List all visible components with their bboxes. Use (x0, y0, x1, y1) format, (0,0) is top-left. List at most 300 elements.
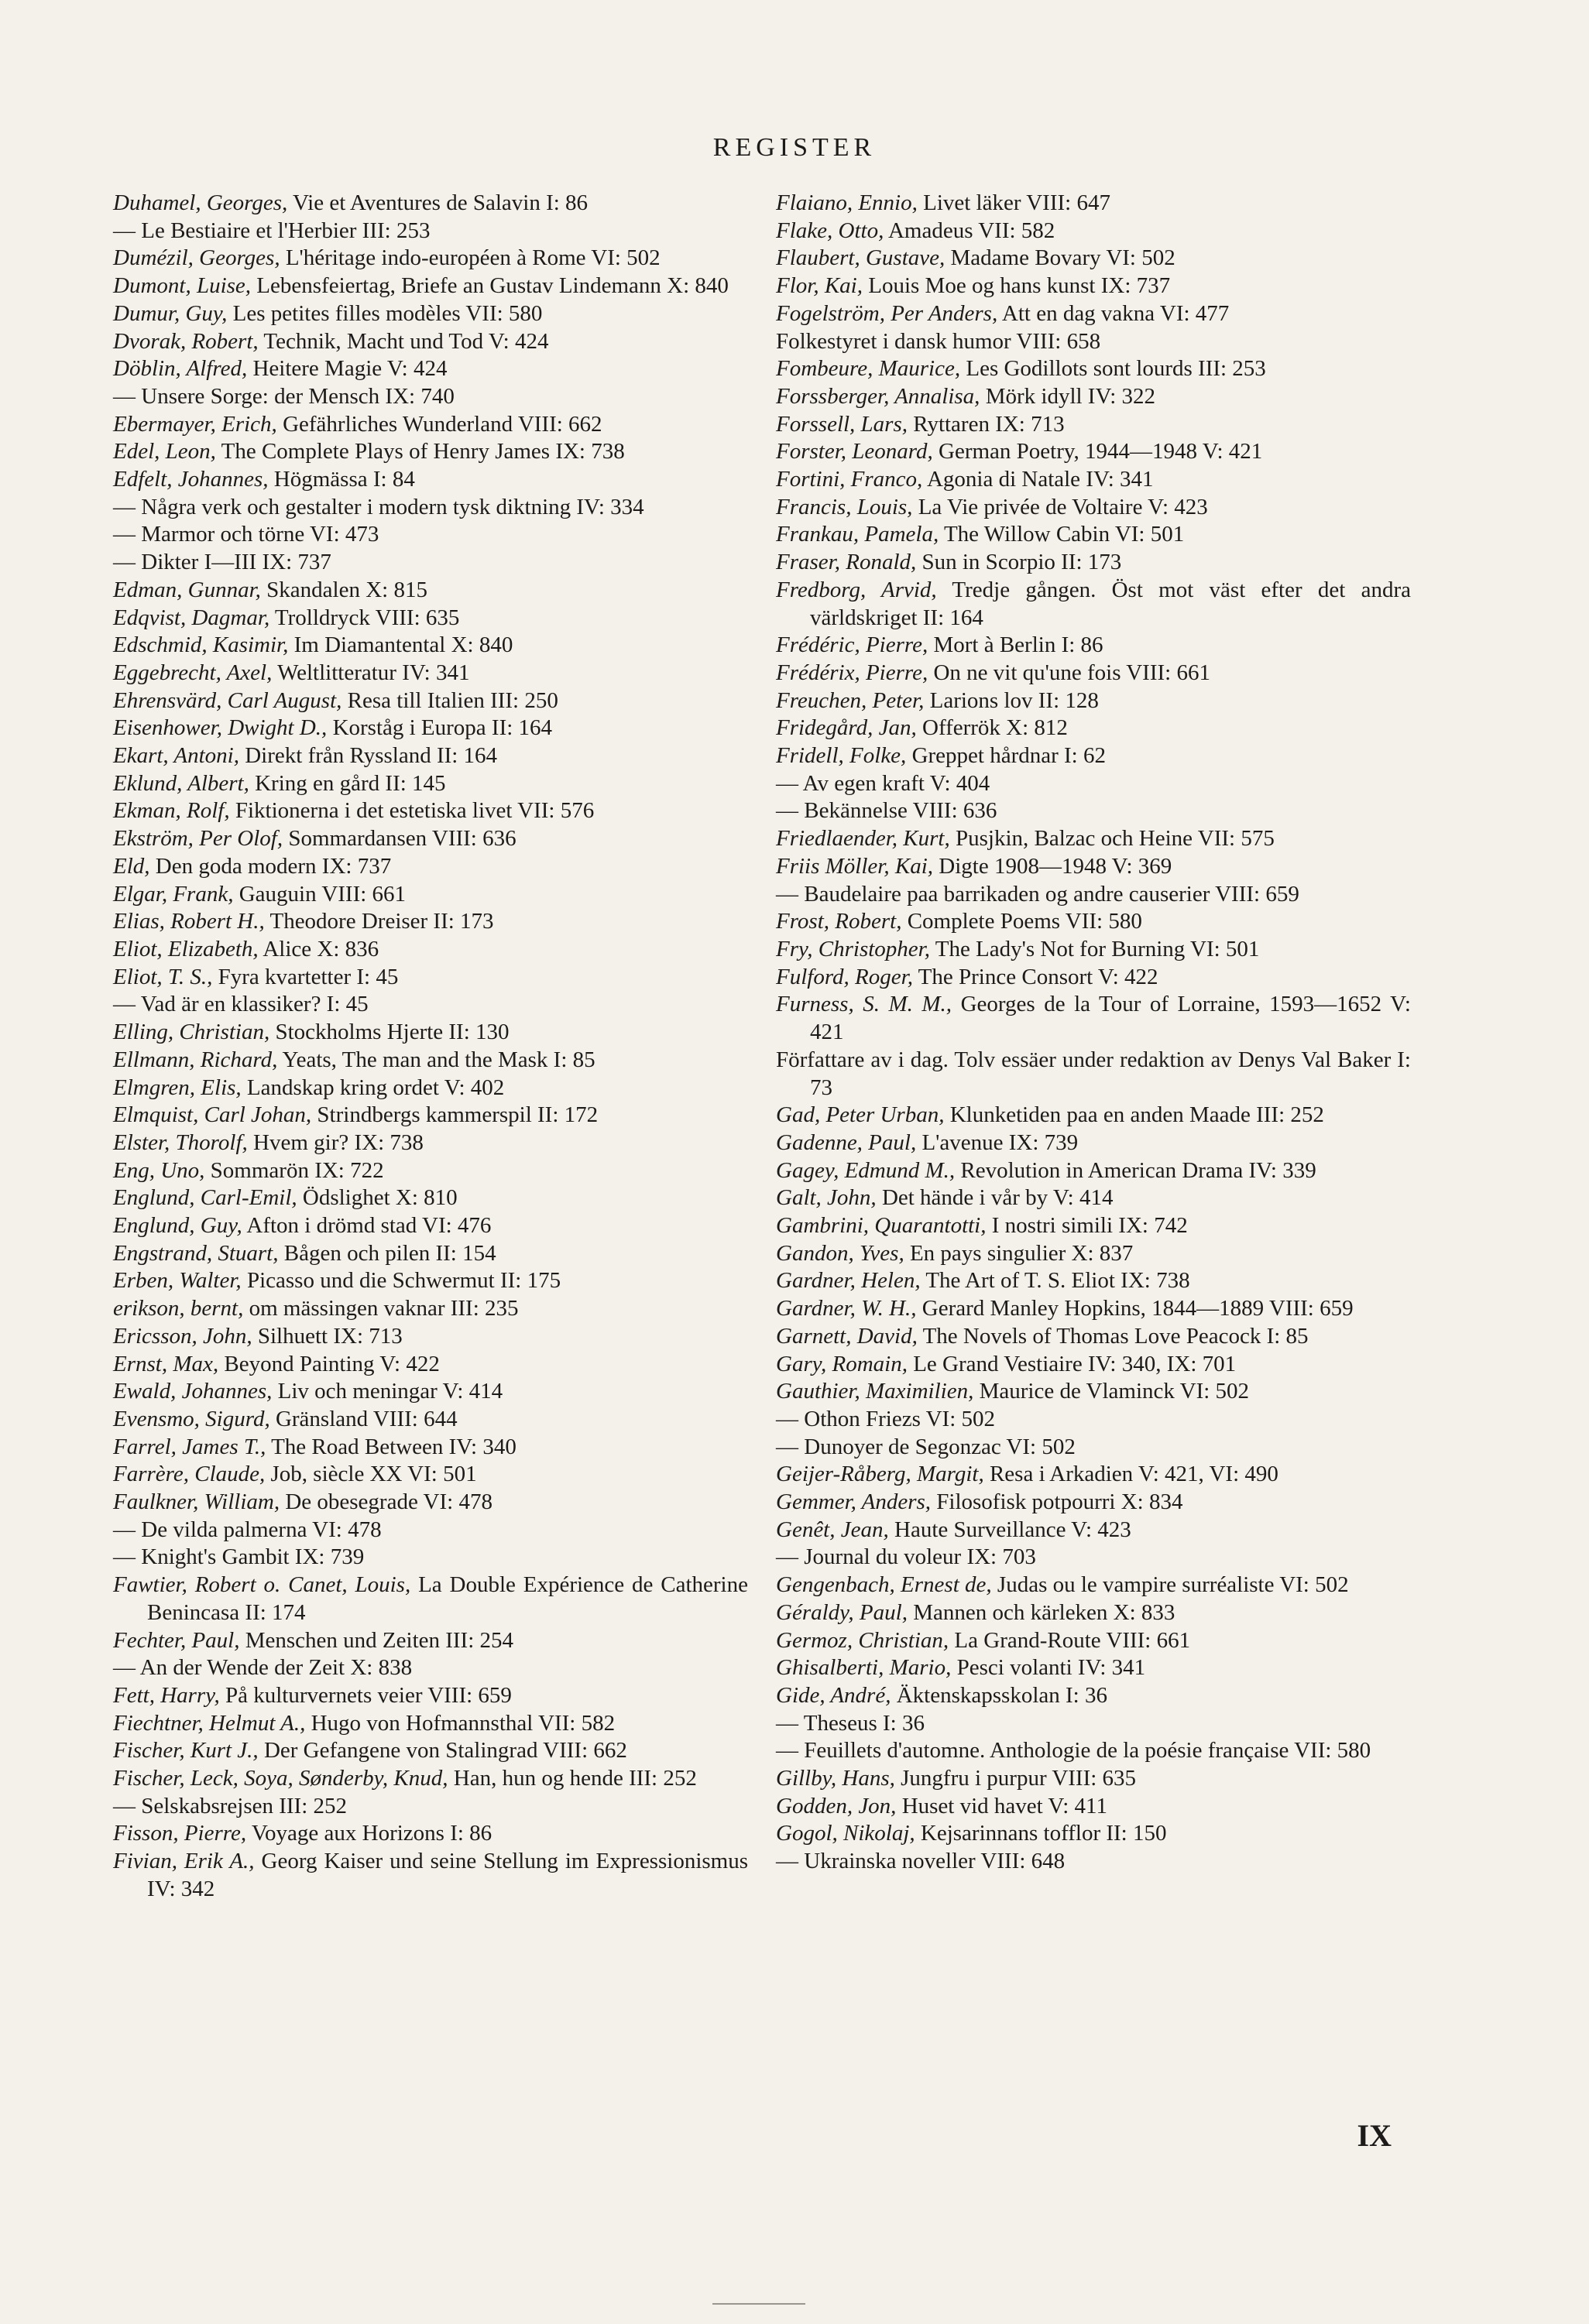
entry-author: Fombeure, Maurice, (776, 356, 961, 382)
index-entry (776, 1351, 1411, 1379)
index-entry (776, 549, 1411, 577)
entry-title: Sommarön IX: 722 (204, 1157, 384, 1183)
entry-author: Eggebrecht, Axel, (113, 660, 273, 685)
entry-title: — Unsere Sorge: der Mensch IX: 740 (113, 383, 455, 409)
index-entry (776, 1572, 1411, 1599)
index-entry (113, 1572, 748, 1626)
entry-title: Mannen och kärleken X: 833 (907, 1599, 1175, 1625)
entry-title: La Double Expérience de Catherine Benincasa II: 174 (147, 1572, 748, 1625)
entry-author: Fett, Harry, (113, 1682, 220, 1708)
entry-author: Flake, Otto, (776, 218, 884, 243)
index-entry (776, 853, 1411, 881)
entry-title: Ödslighet X: 810 (297, 1185, 458, 1211)
entry-title: Korståg i Europa II: 164 (327, 715, 553, 741)
entry-author: Germoz, Christian, (776, 1627, 949, 1653)
entry-author: Eld, (113, 853, 150, 879)
entry-title: Fiktionerna i det estetiska livet VII: 576 (229, 798, 595, 824)
index-entry (113, 521, 748, 549)
entry-title: — Ukrainska noveller VIII: 648 (776, 1849, 1066, 1874)
entry-title: Larions lov II: 128 (924, 687, 1099, 713)
entry-author: Gagey, Edmund M., (776, 1157, 956, 1183)
entry-title: Gränsland VIII: 644 (269, 1406, 458, 1431)
index-entry (776, 991, 1411, 1046)
index-entry (113, 1378, 748, 1406)
index-entry (776, 715, 1411, 742)
entry-title: Afton i drömd stad VI: 476 (242, 1213, 492, 1239)
entry-title: Kring en gård II: 145 (249, 770, 446, 796)
index-entry (113, 245, 748, 273)
entry-author: Gengenbach, Ernest de, (776, 1572, 992, 1598)
index-entry (113, 1212, 748, 1240)
index-entry (113, 1047, 748, 1075)
index-entry (776, 825, 1411, 853)
entry-title: Lebensfeiertag, Briefe an Gustav Lindemann X: 840 (251, 273, 729, 299)
index-entry (776, 742, 1411, 770)
index-entry (113, 853, 748, 881)
index-entry (113, 411, 748, 439)
entry-title: Pesci volanti IV: 341 (951, 1655, 1146, 1681)
entry-title: De obesegrade VI: 478 (280, 1489, 492, 1515)
entry-author: Farrère, Claude, (113, 1462, 266, 1487)
entry-author: Döblin, Alfred, (113, 356, 248, 382)
index-entry (776, 1129, 1411, 1157)
entry-title: Kejsarinnans tofflor II: 150 (915, 1821, 1167, 1846)
index-entry (113, 190, 748, 218)
entry-author: Genêt, Jean, (776, 1517, 889, 1542)
index-entry (113, 328, 748, 356)
entry-author: Furness, S. M. M., (776, 992, 952, 1017)
index-entry (113, 964, 748, 992)
entry-author: Fischer, Leck, Soya, Sønderby, Knud, (113, 1766, 448, 1791)
index-entry (113, 1848, 748, 1903)
index-column-right (776, 190, 1411, 1876)
index-entry (113, 715, 748, 742)
index-entry (113, 466, 748, 494)
index-entry (776, 1267, 1411, 1295)
entry-author: Dumont, Luise, (113, 273, 252, 299)
entry-title: Complete Poems VII: 580 (901, 909, 1142, 934)
entry-author: Gogol, Nikolaj, (776, 1821, 915, 1846)
entry-title: The Road Between IV: 340 (266, 1434, 517, 1459)
index-entry (776, 328, 1411, 356)
entry-title: Der Gefangene von Stalingrad VIII: 662 (258, 1738, 627, 1764)
entry-title: Picasso und die Schwermut II: 175 (241, 1268, 561, 1294)
entry-author: Fortini, Franco, (776, 467, 923, 492)
index-entry (776, 1461, 1411, 1489)
index-entry (776, 273, 1411, 300)
entry-title: Agonia di Natale IV: 341 (922, 467, 1154, 492)
index-entry (776, 964, 1411, 992)
entry-author: Fischer, Kurt J., (113, 1738, 259, 1764)
entry-title: Resa i Arkadien V: 421, VI: 490 (983, 1462, 1278, 1487)
index-entry (776, 1654, 1411, 1682)
entry-author: Fridegård, Jan, (776, 715, 917, 741)
entry-author: Erben, Walter, (113, 1268, 242, 1294)
entry-title: Weltlitteratur IV: 341 (272, 660, 470, 685)
entry-title: — Bekännelse VIII: 636 (776, 798, 997, 824)
index-entry (776, 1323, 1411, 1351)
entry-title: Voyage aux Horizons I: 86 (246, 1821, 492, 1846)
index-entry (776, 494, 1411, 522)
entry-author: Faulkner, William, (113, 1489, 280, 1515)
entry-title: Theodore Dreiser II: 173 (264, 909, 494, 934)
entry-title: — Dikter I—III IX: 737 (113, 550, 331, 575)
entry-title: Folkestyret i dansk humor VIII: 658 (776, 328, 1101, 354)
entry-author: Fechter, Paul, (113, 1627, 240, 1653)
entry-author: Fiechtner, Helmut A., (113, 1710, 306, 1736)
index-entry (113, 1019, 748, 1047)
entry-author: Edfelt, Johannes, (113, 467, 269, 492)
entry-author: Edschmid, Kasimir, (113, 632, 289, 658)
entry-author: Gardner, W. H., (776, 1296, 917, 1321)
index-entry (776, 1406, 1411, 1434)
entry-author: Forssberger, Annalisa, (776, 383, 980, 409)
index-entry (113, 797, 748, 825)
index-entry (113, 355, 748, 383)
index-entry (113, 1351, 748, 1379)
entry-author: Evensmo, Sigurd, (113, 1406, 270, 1431)
entry-author: Fry, Christopher, (776, 936, 930, 961)
entry-author: Gauthier, Maximilien, (776, 1379, 974, 1404)
entry-author: Gandon, Yves, (776, 1240, 904, 1266)
entry-author: Englund, Guy, (113, 1213, 242, 1239)
entry-title: Mörk idyll IV: 322 (980, 383, 1156, 409)
index-entry (113, 1517, 748, 1544)
index-entry (113, 1184, 748, 1212)
entry-title: Haute Surveillance V: 423 (888, 1517, 1131, 1542)
index-entry (113, 605, 748, 632)
entry-title: Technik, Macht und Tod V: 424 (258, 328, 549, 354)
entry-title: Filosofisk potpourri X: 834 (931, 1489, 1183, 1515)
index-entry (776, 300, 1411, 328)
entry-title: — Othon Friezs VI: 502 (776, 1406, 996, 1431)
entry-title: Resa till Italien III: 250 (341, 687, 558, 713)
index-entry (776, 1737, 1411, 1765)
index-entry (776, 1793, 1411, 1821)
index-entry (113, 1544, 748, 1572)
index-entry (113, 1489, 748, 1517)
index-entry (776, 1240, 1411, 1268)
entry-author: Friis Möller, Kai, (776, 853, 934, 879)
entry-title: Gerard Manley Hopkins, 1844—1889 VIII: 659 (916, 1296, 1354, 1321)
entry-author: Fulford, Roger, (776, 964, 913, 989)
entry-author: Ericsson, John, (113, 1323, 252, 1349)
entry-author: Elias, Robert H., (113, 909, 265, 934)
entry-title: Skandalen X: 815 (260, 577, 427, 602)
index-entry (113, 1654, 748, 1682)
entry-author: Dumézil, Georges, (113, 245, 280, 271)
page-title: REGISTER (712, 133, 877, 162)
entry-author: Flor, Kai, (776, 273, 863, 299)
entry-author: Elster, Thorolf, (113, 1129, 248, 1155)
index-entry (113, 300, 748, 328)
index-entry (776, 881, 1411, 909)
entry-author: Freuchen, Peter, (776, 687, 925, 713)
index-entry (113, 687, 748, 715)
index-entry (776, 218, 1411, 245)
entry-author: Ghisalberti, Mario, (776, 1655, 952, 1681)
index-entry (113, 1627, 748, 1655)
entry-author: Duhamel, Georges, (113, 190, 288, 215)
entry-title: Jungfru i purpur VIII: 635 (894, 1766, 1137, 1791)
entry-title: — Vad är en klassiker? I: 45 (113, 992, 369, 1017)
entry-author: Fridell, Folke, (776, 743, 907, 769)
entry-author: Ellmann, Richard, (113, 1047, 278, 1072)
index-entry (776, 1765, 1411, 1793)
entry-author: Fredborg, Arvid, (776, 577, 937, 602)
page-number: IX (1357, 2118, 1392, 2153)
entry-title: — Marmor och törne VI: 473 (113, 522, 379, 547)
index-entry (776, 1157, 1411, 1185)
entry-title: Vie et Aventures de Salavin I: 86 (287, 190, 589, 215)
entry-author: Eng, Uno, (113, 1157, 205, 1183)
index-entry (113, 273, 748, 300)
entry-author: Ekström, Per Olof, (113, 826, 283, 852)
index-entry (113, 1075, 748, 1102)
entry-title: — Theseus I: 36 (776, 1710, 925, 1736)
entry-title: Les petites filles modèles VII: 580 (227, 300, 543, 326)
entry-title: Heitere Magie V: 424 (247, 356, 448, 382)
index-entry (776, 1102, 1411, 1129)
entry-title: La Vie privée de Voltaire V: 423 (912, 494, 1208, 519)
entry-author: Fawtier, Robert o. Canet, Louis, (113, 1572, 411, 1598)
entry-title: — De vilda palmerna VI: 478 (113, 1517, 382, 1542)
entry-author: Ekart, Antoni, (113, 743, 239, 769)
entry-title: Tredje gången. Öst mot väst efter det andra världskriget II: 164 (810, 577, 1411, 630)
entry-title: Sun in Scorpio II: 173 (916, 550, 1122, 575)
index-entry (776, 1295, 1411, 1323)
entry-title: Huset vid havet V: 411 (896, 1793, 1107, 1818)
entry-author: Gillby, Hans, (776, 1766, 895, 1791)
entry-title: Den goda modern IX: 737 (149, 853, 392, 879)
entry-title: — Dunoyer de Segonzac VI: 502 (776, 1434, 1076, 1459)
index-entry (776, 1820, 1411, 1848)
entry-title: Han, hun og hende III: 252 (448, 1766, 697, 1791)
entry-author: Fivian, Erik A., (113, 1849, 255, 1874)
entry-title: Klunketiden paa en anden Maade III: 252 (944, 1102, 1324, 1128)
entry-author: Garnett, David, (776, 1323, 918, 1349)
index-entry (776, 383, 1411, 411)
entry-title: Ryttaren IX: 713 (908, 411, 1065, 437)
entry-title: Alice X: 836 (258, 936, 379, 961)
entry-title: om mässingen vaknar III: 235 (243, 1296, 519, 1321)
entry-title: The Lady's Not for Burning VI: 501 (930, 936, 1260, 961)
index-entry (113, 991, 748, 1019)
entry-title: Att en dag vakna VI: 477 (997, 300, 1230, 326)
index-entry (776, 1434, 1411, 1462)
entry-title: La Grand-Route VIII: 661 (949, 1627, 1191, 1653)
index-entry (113, 1323, 748, 1351)
entry-author: Dvorak, Robert, (113, 328, 259, 354)
entry-title: Livet läker VIII: 647 (917, 190, 1110, 215)
entry-title: Hugo von Hofmannsthal VII: 582 (305, 1710, 616, 1736)
entry-title: German Poetry, 1944—1948 V: 421 (932, 439, 1263, 464)
entry-author: Elmgren, Elis, (113, 1075, 242, 1100)
entry-author: Geijer-Råberg, Margit, (776, 1462, 984, 1487)
index-entry (776, 660, 1411, 687)
index-entry (113, 1793, 748, 1821)
index-entry (113, 1765, 748, 1793)
index-entry (776, 1682, 1411, 1710)
index-entry (776, 687, 1411, 715)
entry-title: Revolution in American Drama IV: 339 (955, 1157, 1316, 1183)
entry-author: Frédérix, Pierre, (776, 660, 928, 685)
entry-title: — Feuillets d'automne. Anthologie de la poésie française VII: 580 (776, 1738, 1371, 1764)
entry-title: L'héritage indo-européen à Rome VI: 502 (280, 245, 661, 271)
entry-title: I nostri simili IX: 742 (986, 1213, 1188, 1239)
entry-author: Gide, André, (776, 1682, 891, 1708)
entry-title: Bågen och pilen II: 154 (278, 1240, 496, 1266)
index-entry (113, 1737, 748, 1765)
index-entry (776, 1710, 1411, 1738)
entry-author: Fogelström, Per Anders, (776, 300, 998, 326)
entry-title: On ne vit qu'une fois VIII: 661 (928, 660, 1210, 685)
index-entry (113, 908, 748, 936)
entry-author: Engstrand, Stuart, (113, 1240, 279, 1266)
index-entry (113, 1267, 748, 1295)
entry-title: Greppet hårdnar I: 62 (906, 743, 1106, 769)
entry-title: Yeats, The man and the Mask I: 85 (277, 1047, 595, 1072)
index-entry (113, 577, 748, 605)
index-entry (776, 411, 1411, 439)
entry-title: The Complete Plays of Henry James IX: 738 (215, 439, 625, 464)
entry-author: Ehrensvärd, Carl August, (113, 687, 342, 713)
entry-title: Le Grand Vestiaire IV: 340, IX: 701 (907, 1351, 1237, 1376)
entry-title: Gefährliches Wunderland VIII: 662 (276, 411, 602, 437)
index-entry (776, 1489, 1411, 1517)
entry-title: Job, siècle XX VI: 501 (265, 1462, 477, 1487)
entry-title: Les Godillots sont lourds III: 253 (960, 356, 1266, 382)
entry-title: Pusjkin, Balzac och Heine VII: 575 (949, 826, 1275, 852)
entry-title: På kulturvernets veier VIII: 659 (219, 1682, 512, 1708)
entry-author: Francis, Louis, (776, 494, 913, 519)
index-entry (776, 1517, 1411, 1544)
entry-title: Fyra kvartetter I: 45 (212, 964, 399, 989)
entry-author: Frost, Robert, (776, 909, 902, 934)
index-entry (113, 632, 748, 660)
entry-author: Gemmer, Anders, (776, 1489, 932, 1515)
entry-title: Författare av i dag. Tolv essäer under redaktion av Denys Val Baker I: 73 (776, 1047, 1411, 1100)
index-entry (776, 936, 1411, 964)
entry-title: — Selskabsrejsen III: 252 (113, 1793, 348, 1818)
index-entry (776, 1599, 1411, 1627)
entry-title: — Journal du voleur IX: 703 (776, 1544, 1036, 1570)
entry-author: Gambrini, Quarantotti, (776, 1213, 987, 1239)
index-entry (113, 770, 748, 798)
index-entry (113, 218, 748, 245)
index-entry (776, 1544, 1411, 1572)
entry-title: Georges de la Tour of Lorraine, 1593—1652 V: 421 (810, 992, 1411, 1045)
entry-author: Forssell, Lars, (776, 411, 908, 437)
entry-title: Landskap kring ordet V: 402 (241, 1075, 505, 1100)
entry-title: Trolldryck VIII: 635 (269, 605, 460, 630)
index-entry (113, 1434, 748, 1462)
entry-title: Offerrök X: 812 (916, 715, 1068, 741)
entry-title: The Prince Consort V: 422 (912, 964, 1158, 989)
entry-author: Edman, Gunnar, (113, 577, 261, 602)
entry-title: Stockholms Hjerte II: 130 (269, 1020, 510, 1045)
entry-title: Beyond Painting V: 422 (218, 1351, 440, 1376)
index-entry (113, 1820, 748, 1848)
entry-author: Flaiano, Ennio, (776, 190, 918, 215)
entry-title: — Le Bestiaire et l'Herbier III: 253 (113, 218, 431, 243)
index-entry (113, 438, 748, 466)
index-entry (113, 660, 748, 687)
entry-title: — An der Wende der Zeit X: 838 (113, 1655, 413, 1681)
entry-author: Ewald, Johannes, (113, 1379, 273, 1404)
index-entry (113, 1295, 748, 1323)
index-entry (776, 908, 1411, 936)
entry-title: Judas ou le vampire surréaliste VI: 502 (991, 1572, 1349, 1598)
index-entry (113, 1240, 748, 1268)
entry-title: Mort à Berlin I: 86 (928, 632, 1103, 658)
index-entry (113, 1157, 748, 1185)
bottom-rule (712, 2303, 805, 2305)
entry-title: The Art of T. S. Eliot IX: 738 (920, 1268, 1190, 1294)
entry-author: Elgar, Frank, (113, 881, 234, 907)
entry-title: — Av egen kraft V: 404 (776, 770, 990, 796)
index-entry (776, 1212, 1411, 1240)
entry-author: Frédéric, Pierre, (776, 632, 928, 658)
index-entry (113, 494, 748, 522)
entry-author: Eisenhower, Dwight D., (113, 715, 328, 741)
index-entry (113, 1102, 748, 1129)
entry-title: Georg Kaiser und seine Stellung im Expressionismus IV: 342 (147, 1849, 748, 1901)
index-entry (776, 797, 1411, 825)
index-entry (776, 1047, 1411, 1102)
entry-title: Liv och meningar V: 414 (272, 1379, 503, 1404)
entry-author: Gardner, Helen, (776, 1268, 921, 1294)
entry-title: Sommardansen VIII: 636 (283, 826, 517, 852)
entry-title: Menschen und Zeiten III: 254 (239, 1627, 514, 1653)
entry-author: Fraser, Ronald, (776, 550, 917, 575)
entry-title: Digte 1908—1948 V: 369 (933, 853, 1172, 879)
entry-author: Elling, Christian, (113, 1020, 270, 1045)
entry-author: Englund, Carl-Emil, (113, 1185, 297, 1211)
entry-title: Äktenskapsskolan I: 36 (891, 1682, 1107, 1708)
index-entry (776, 245, 1411, 273)
entry-title: Silhuett IX: 713 (252, 1323, 403, 1349)
index-entry (776, 577, 1411, 632)
entry-author: Ekman, Rolf, (113, 798, 230, 824)
entry-author: Edqvist, Dagmar, (113, 605, 270, 630)
entry-title: The Novels of Thomas Love Peacock I: 85 (917, 1323, 1309, 1349)
entry-title: Högmässa I: 84 (268, 467, 415, 492)
entry-author: Elmquist, Carl Johan, (113, 1102, 312, 1128)
index-entry (776, 521, 1411, 549)
entry-title: En pays singulier X: 837 (904, 1240, 1134, 1266)
entry-title: L'avenue IX: 739 (916, 1129, 1079, 1155)
index-entry (776, 1378, 1411, 1406)
index-column-left (113, 190, 748, 1904)
entry-author: Gary, Romain, (776, 1351, 908, 1376)
entry-author: erikson, bernt, (113, 1296, 244, 1321)
index-entry (113, 1682, 748, 1710)
entry-author: Edel, Leon, (113, 439, 216, 464)
entry-author: Frankau, Pamela, (776, 522, 939, 547)
entry-title: Strindbergs kammerspil II: 172 (311, 1102, 599, 1128)
entry-author: Eklund, Albert, (113, 770, 249, 796)
entry-title: Hvem gir? IX: 738 (247, 1129, 424, 1155)
entry-author: Friedlaender, Kurt, (776, 826, 950, 852)
index-entry (113, 1406, 748, 1434)
index-entry (776, 438, 1411, 466)
entry-author: Forster, Leonard, (776, 439, 933, 464)
entry-title: — Baudelaire paa barrikaden og andre causerier VIII: 659 (776, 881, 1299, 907)
index-entry (113, 936, 748, 964)
entry-author: Dumur, Guy, (113, 300, 228, 326)
entry-title: The Willow Cabin VI: 501 (939, 522, 1185, 547)
